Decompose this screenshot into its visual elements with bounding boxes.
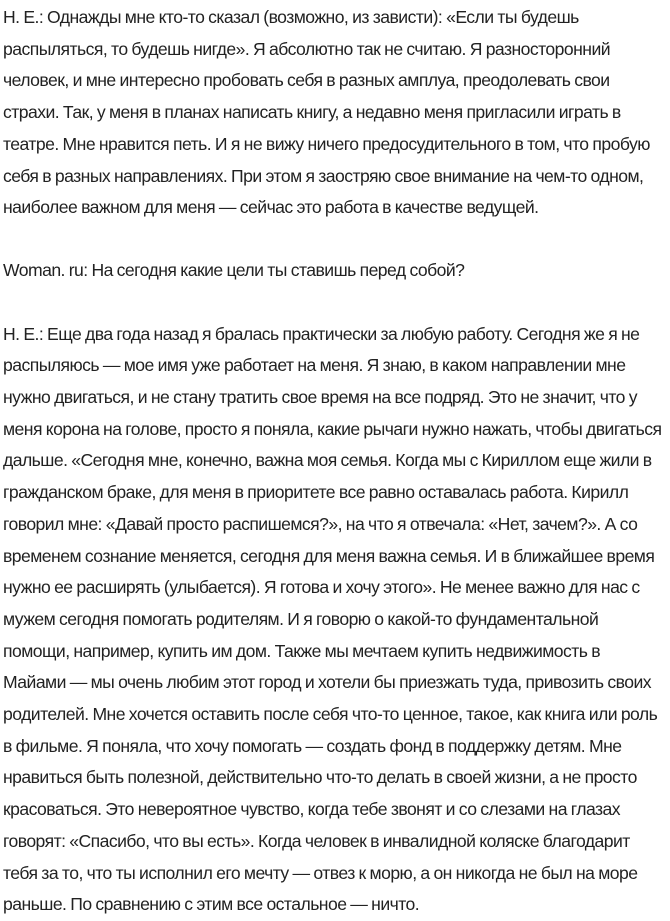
speaker-label: Н. Е.: xyxy=(3,323,44,344)
paragraph-text: На сегодня какие цели ты ставишь перед собой? xyxy=(91,260,465,281)
speaker-label: Woman. ru: xyxy=(3,260,88,281)
paragraph-text: Однажды мне кто-то сказал (возможно, из зависти): «Если ты будешь распыляться, то будешь нигде». Я абсолютно так не считаю. Я разносторонний человек, и мне интересно пробовать себя в разных амплуа, преодолевать свои страхи. Так, у меня в планах написать книгу, а недавно меня пригласили играть в театре. Мне нравится петь. И я не вижу ничего предосудительного в том, что пробую себя в разных направлениях. При этом я заостряю свое внимание на чем-то одном, наиболее важном для меня — сейчас это работа в качестве ведущей. xyxy=(3,7,650,218)
interview-answer-paragraph xyxy=(3,2,666,224)
paragraph-text: Еще два года назад я бралась практически за любую работу. Сегодня же я не распыляюсь — мое имя уже работает на меня. Я знаю, в каком направлении мне нужно двигаться, и не стану тратить свое время на все подряд. Это не значит, что у меня корона на голове, просто я поняла, какие рычаги нужно нажать, чтобы двигаться дальше. «Сегодня мне, конечно, важна моя семья. Когда мы с Кириллом еще жили в гражданском браке, для меня в приоритете все равно оставалась работа. Кирилл говорил мне: «Давай просто распишемся?», на что я отвечала: «Нет, зачем?». А со временем сознание меняется, сегодня для меня важна семья. И в ближайшее время нужно ее расширять (улыбается). Я готова и хочу этого». Не менее важно для нас с мужем сегодня помогать родителям. И я говорю о какой-то фундаментальной помощи, например, купить им дом. Также мы мечтаем купить недвижимость в Майами — мы очень любим этот город и хотели бы приезжать туда, привозить своих родителей. Мне хочется оставить после себя что-то ценное, такое, как книга или роль в фильме. Я поняла, что хочу помогать — создать фонд в поддержку детям. Мне нравиться быть полезной, действительно что-то делать в своей жизни, а не просто красоваться. Это невероятное чувство, когда тебе звонят и со слезами на глазах говорят: «Спасибо, что вы есть». Когда человек в инвалидной коляске благодарит тебя за то, что ты исполнил его мечту — отвез к морю, а он никогда не был на море раньше. По сравнению с этим все остальное — ничто. xyxy=(3,323,662,915)
speaker-label: Н. Е.: xyxy=(3,7,44,27)
interview-question-paragraph xyxy=(3,255,666,287)
interview-answer-paragraph xyxy=(3,319,666,921)
